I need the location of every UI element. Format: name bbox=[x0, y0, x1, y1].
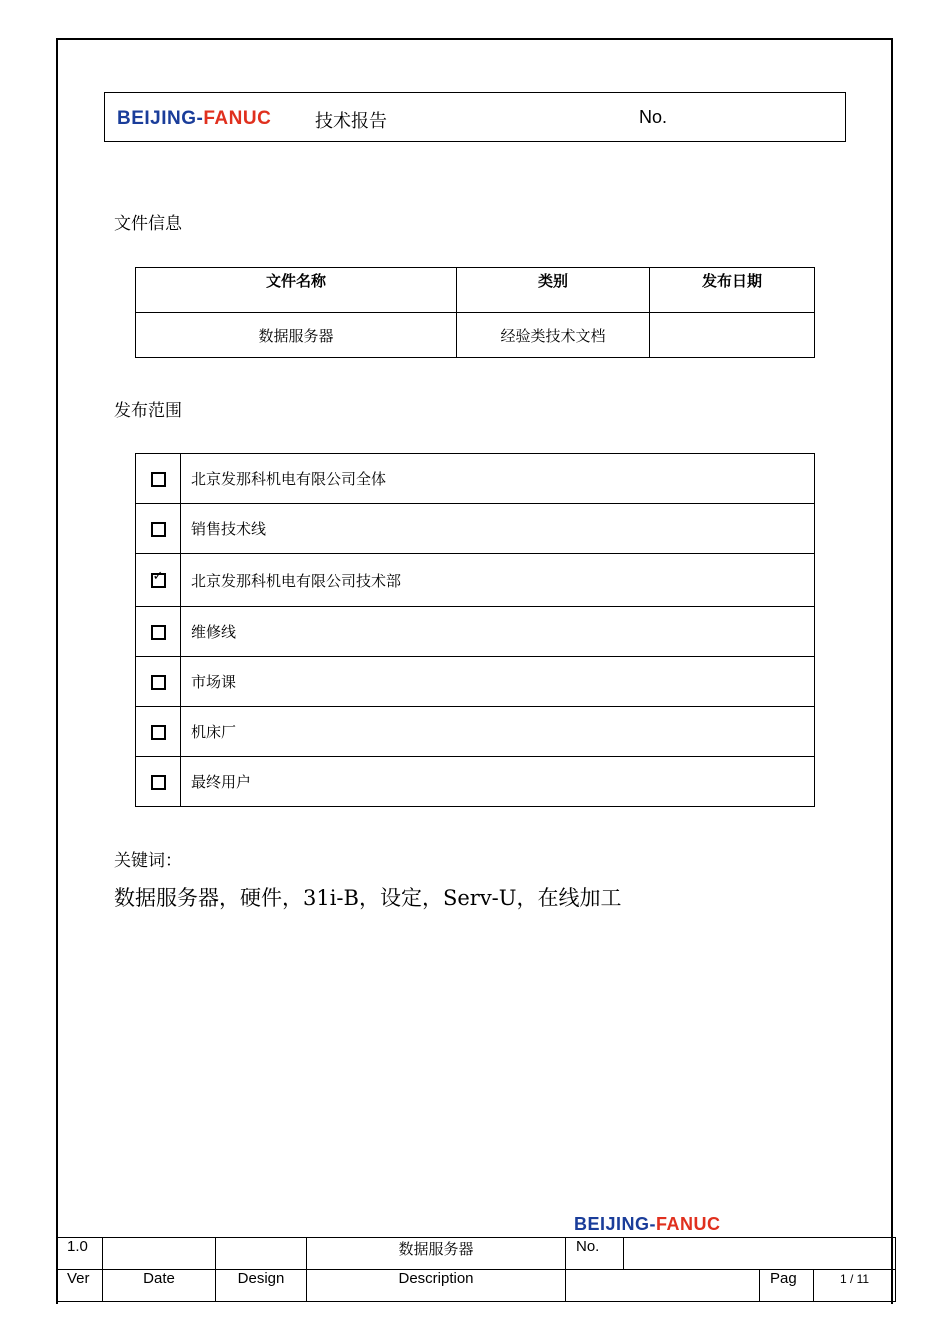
scope-table bbox=[135, 453, 815, 807]
scope-row bbox=[136, 657, 815, 707]
scope-label: 最终用户 bbox=[181, 757, 815, 807]
footer-number-value bbox=[624, 1238, 896, 1270]
scope-label: 北京发那科机电有限公司全体 bbox=[181, 454, 815, 504]
release-date-cell bbox=[650, 313, 815, 358]
page-label: Pag bbox=[760, 1270, 814, 1302]
description-label: Description bbox=[307, 1270, 566, 1302]
scope-heading: 发布范围 bbox=[114, 401, 182, 421]
file-info-heading: 文件信息 bbox=[114, 214, 182, 234]
table-header-row bbox=[136, 268, 815, 313]
scope-row bbox=[136, 607, 815, 657]
keywords-heading: 关键词： bbox=[114, 851, 182, 871]
design-value bbox=[216, 1238, 307, 1270]
checkbox[interactable] bbox=[151, 725, 166, 740]
ver-label: Ver bbox=[57, 1270, 103, 1302]
scope-label: 北京发那科机电有限公司技术部 bbox=[181, 554, 815, 607]
keywords-value: 数据服务器，硬件，31i-B，设定，Serv-U，在线加工 bbox=[114, 886, 622, 910]
footer-number-label: No. bbox=[566, 1238, 624, 1270]
design-label: Design bbox=[216, 1270, 307, 1302]
date-label: Date bbox=[103, 1270, 216, 1302]
category-cell: 经验类技术文档 bbox=[457, 313, 650, 358]
footer-blank bbox=[566, 1270, 760, 1302]
scope-label: 销售技术线 bbox=[181, 504, 815, 554]
table-row bbox=[136, 313, 815, 358]
description-value: 数据服务器 bbox=[307, 1238, 566, 1270]
checkbox[interactable] bbox=[151, 625, 166, 640]
report-number-label: No. bbox=[639, 107, 668, 127]
scope-row bbox=[136, 707, 815, 757]
checkbox-checked[interactable] bbox=[151, 569, 166, 588]
col-release-date: 发布日期 bbox=[650, 268, 815, 313]
scope-row bbox=[136, 757, 815, 807]
company-logo: BEIJING-FANUC bbox=[117, 108, 272, 129]
checkmark-icon: ✓ bbox=[152, 569, 164, 584]
scope-label: 维修线 bbox=[181, 607, 815, 657]
report-title: 技术报告 bbox=[315, 111, 387, 132]
checkbox[interactable] bbox=[151, 675, 166, 690]
scope-label: 市场课 bbox=[181, 657, 815, 707]
checkbox[interactable] bbox=[151, 522, 166, 537]
checkbox[interactable] bbox=[151, 472, 166, 487]
version-value: 1.0 bbox=[57, 1238, 103, 1270]
col-category: 类别 bbox=[457, 268, 650, 313]
scope-row bbox=[136, 504, 815, 554]
footer-row-labels bbox=[57, 1270, 896, 1302]
date-value bbox=[103, 1238, 216, 1270]
scope-row bbox=[136, 554, 815, 607]
footer-row-values bbox=[57, 1238, 896, 1270]
report-header bbox=[104, 92, 846, 142]
footer-logo: BEIJING-FANUC bbox=[574, 1214, 721, 1234]
scope-row bbox=[136, 454, 815, 504]
page-number: 1 / 11 bbox=[814, 1270, 896, 1302]
footer-table bbox=[56, 1237, 896, 1302]
checkbox[interactable] bbox=[151, 775, 166, 790]
scope-label: 机床厂 bbox=[181, 707, 815, 757]
col-file-name: 文件名称 bbox=[136, 268, 457, 313]
file-info-table bbox=[135, 267, 815, 358]
file-name-cell: 数据服务器 bbox=[136, 313, 457, 358]
